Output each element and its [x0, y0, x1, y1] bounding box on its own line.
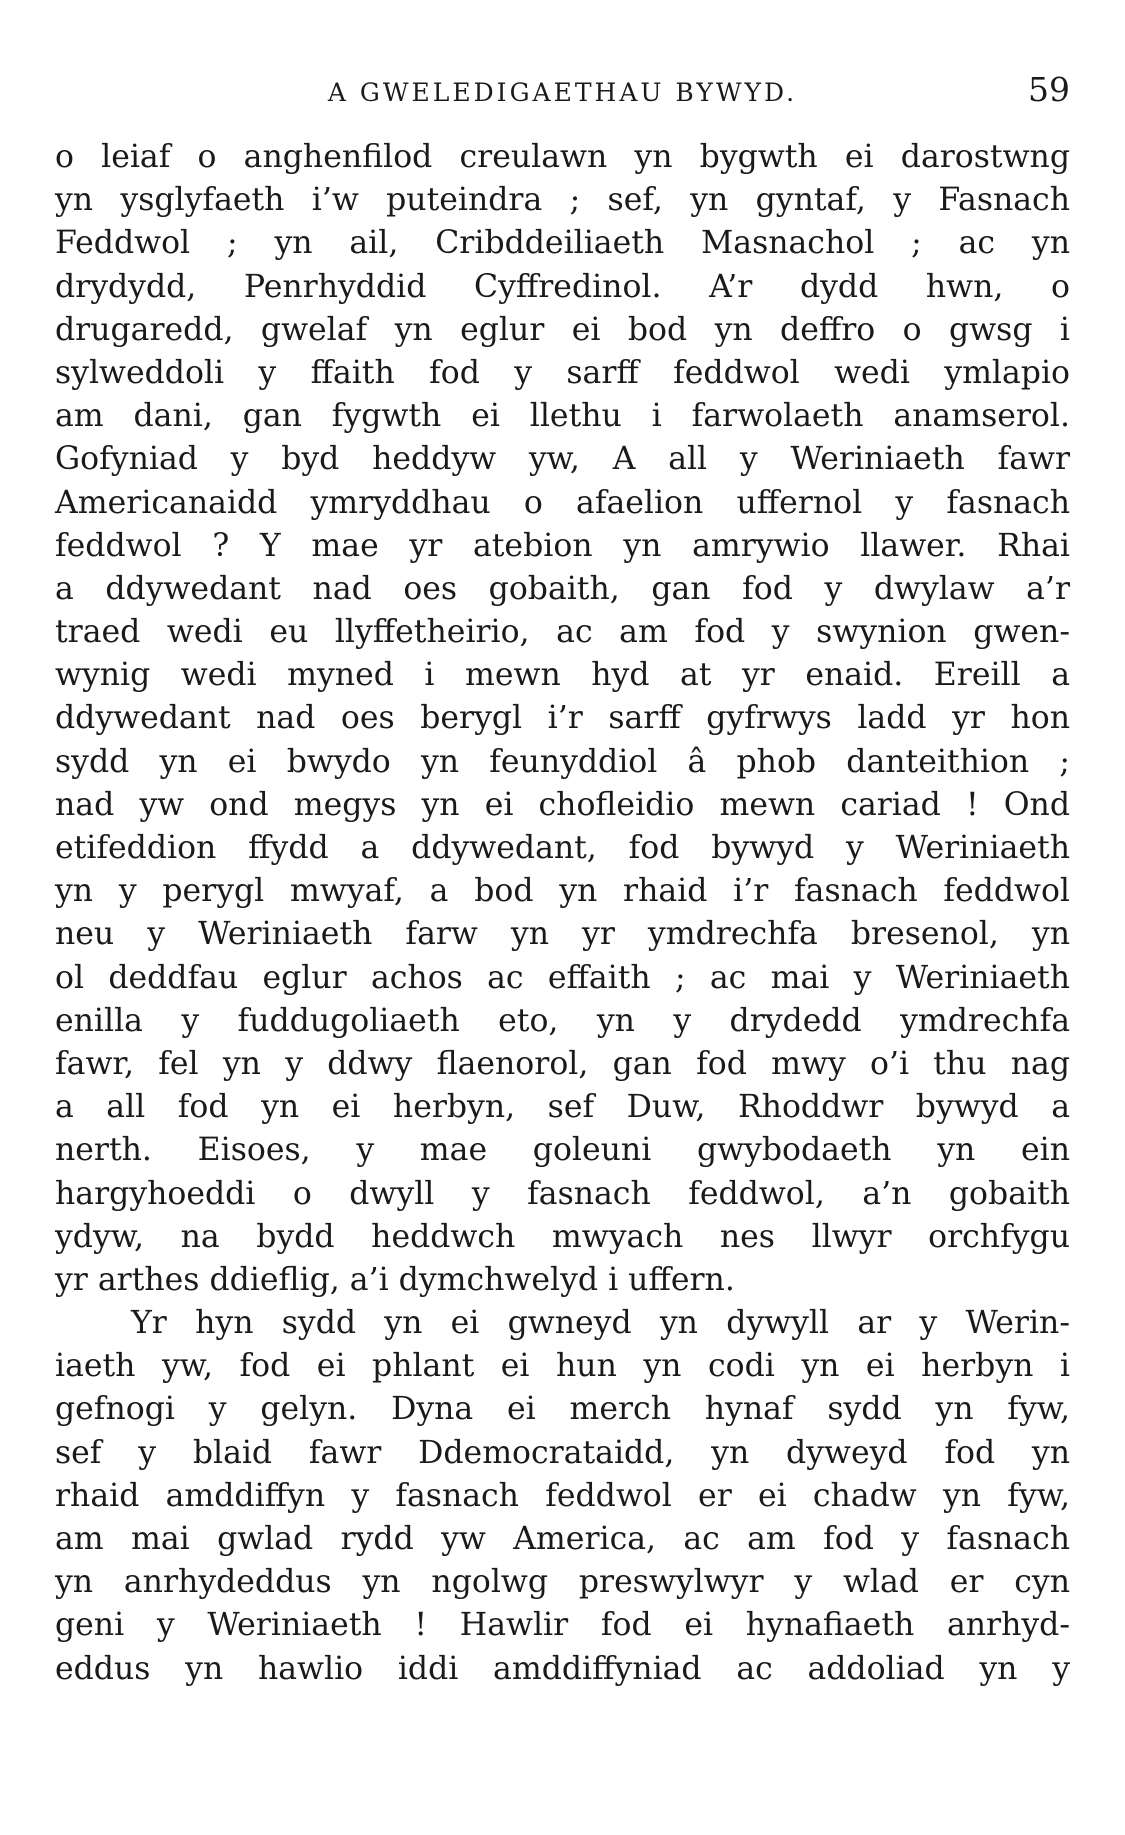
text-line: gefnogi y gelyn. Dyna ei merch hynaf sydd yn fyw,: [55, 1391, 1070, 1428]
text-line: feddwol ? Y mae yr atebion yn amrywio llawer. Rhai: [55, 527, 1070, 564]
text-line: etifeddion ffydd a ddywedant, fod bywyd y Weriniaeth: [55, 830, 1070, 866]
text-line: am mai gwlad rydd yw America, ac am fod y fasnach: [55, 1521, 1070, 1557]
text-line: enilla y fuddugoliaeth eto, yn y drydedd ymdrechfa: [55, 1002, 1070, 1039]
text-line: a ddywedant nad oes gobaith, gan fod y dwylaw a’r: [55, 570, 1070, 607]
text-line: Feddwol ; yn ail, Cribddeiliaeth Masnachol ; ac yn: [55, 225, 1070, 262]
text-line: hargyhoeddi o dwyll y fasnach feddwol, a’n gobaith: [55, 1175, 1070, 1212]
text-line: rhaid amddiffyn y fasnach feddwol er ei chadw yn fyw,: [55, 1477, 1070, 1514]
text-line: iaeth yw, fod ei phlant ei hun yn codi yn ei herbyn i: [55, 1348, 1070, 1385]
text-line: yn anrhydeddus yn ngolwg preswylwyr y wlad er cyn: [55, 1564, 1070, 1601]
text-line: Americanaidd ymryddhau o afaelion uffernol y fasnach: [55, 484, 1070, 521]
text-line: drydydd, Penrhyddid Cyffredinol. A’r dydd hwn, o: [55, 268, 1070, 305]
text-line: sylweddoli y ffaith fod y sarff feddwol wedi ymlapio: [55, 354, 1070, 391]
paragraph-end-line: yr arthes ddieflig, a’i dymchwelyd i uffern.: [55, 1261, 735, 1298]
text-line: eddus yn hawlio iddi amddiffyniad ac addoliad yn y: [55, 1650, 1070, 1687]
book-page: [55, 70, 1070, 1691]
body-text: [55, 136, 1070, 1691]
text-line: a all fod yn ei herbyn, sef Duw, Rhoddwr bywyd a: [55, 1089, 1070, 1126]
text-line: geni y Weriniaeth ! Hawlir fod ei hynafiaeth anrhyd-: [55, 1607, 1070, 1644]
text-line: ddywedant nad oes berygl i’r sarff gyfrwys ladd yr hon: [55, 700, 1070, 737]
text-line: yn ysglyfaeth i’w puteindra ; sef, yn gyntaf, y Fasnach: [55, 182, 1070, 219]
text-line: nerth. Eisoes, y mae goleuni gwybodaeth yn ein: [55, 1132, 1070, 1169]
text-line: nad yw ond megys yn ei chofleidio mewn cariad ! Ond: [55, 786, 1070, 823]
text-line: ydyw, na bydd heddwch mwyach nes llwyr orchfygu: [55, 1218, 1070, 1255]
text-line: am dani, gan fygwth ei llethu i farwolaeth anamserol.: [55, 398, 1070, 435]
text-line: ol deddfau eglur achos ac effaith ; ac mai y Weriniaeth: [55, 959, 1070, 996]
text-line: yn y perygl mwyaf, a bod yn rhaid i’r fasnach feddwol: [55, 873, 1070, 910]
text-line: neu y Weriniaeth farw yn yr ymdrechfa bresenol, yn: [55, 916, 1070, 953]
running-head: [55, 70, 1070, 120]
running-title: A GWELEDIGAETHAU BYWYD.: [327, 78, 798, 107]
text-line: Gofyniad y byd heddyw yw, A all y Weriniaeth fawr: [55, 441, 1070, 478]
text-line: wynig wedi myned i mewn hyd at yr enaid. Ereill a: [55, 657, 1070, 694]
text-line: o leiaf o anghenfilod creulawn yn bygwth ei darostwng: [55, 139, 1070, 175]
page-number: 59: [1028, 70, 1070, 109]
text-line: sef y blaid fawr Ddemocrataidd, yn dyweyd fod yn: [55, 1434, 1070, 1471]
text-line: drugaredd, gwelaf yn eglur ei bod yn deffro o gwsg i: [55, 311, 1070, 348]
text-line: traed wedi eu llyffetheirio, ac am fod y swynion gwen-: [55, 614, 1070, 651]
paragraph-start-line: Yr hyn sydd yn ei gwneyd yn dywyll ar y Werin-: [131, 1305, 1070, 1342]
text-line: fawr, fel yn y ddwy flaenorol, gan fod mwy o’i thu nag: [55, 1045, 1070, 1082]
text-line: sydd yn ei bwydo yn feunyddiol â phob danteithion ;: [55, 743, 1070, 780]
